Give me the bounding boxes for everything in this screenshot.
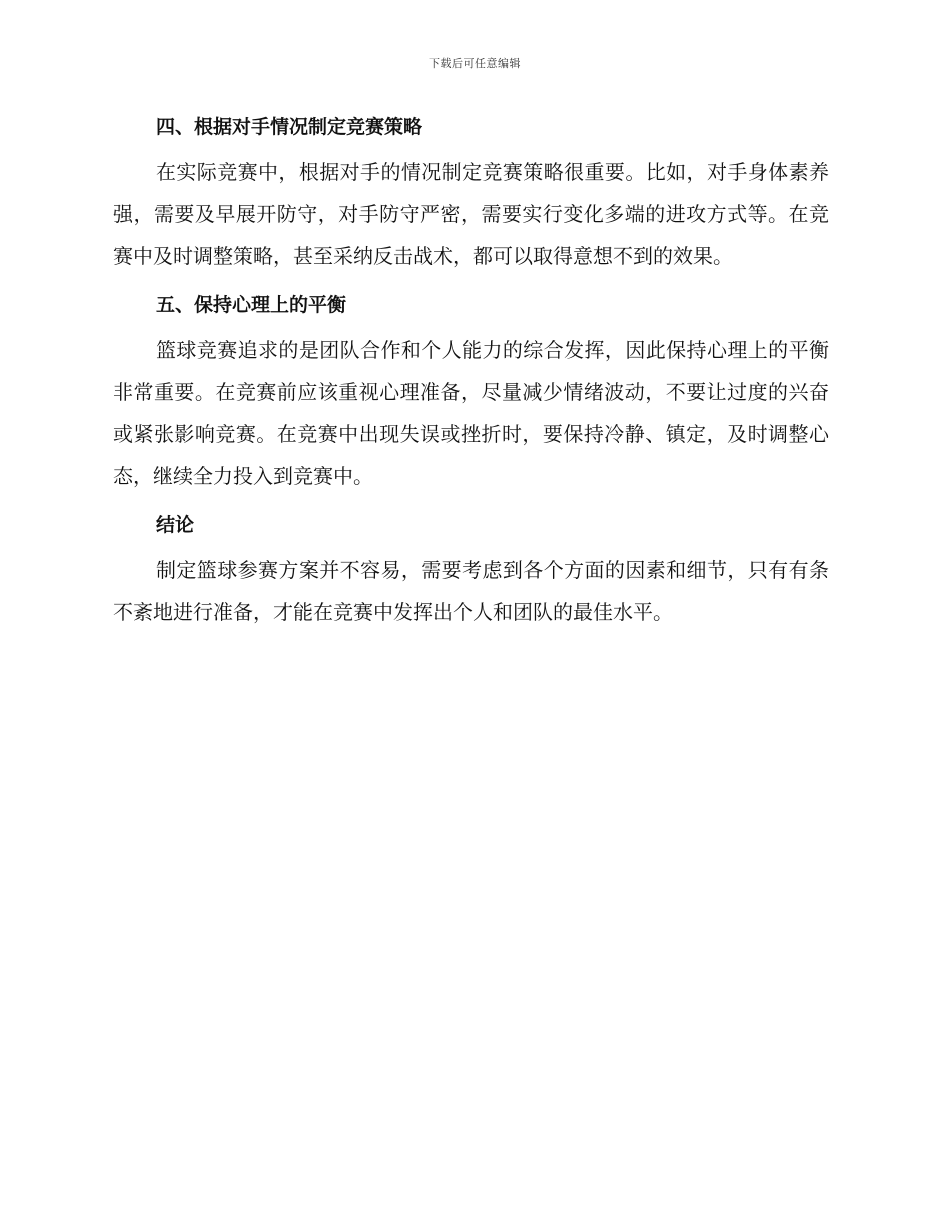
section-paragraph-opponent-strategy: 在实际竞赛中，根据对手的情况制定竞赛策略很重要。比如，对手身体素养强，需要及早展开防守，对手防守严密，需要实行变化多端的进攻方式等。在竞赛中及时调整策略，甚至采纳反击战术，都可以取得意想不到的效果。 bbox=[113, 160, 829, 268]
section-paragraph-mental-balance: 篮球竞赛追求的是团队合作和个人能力的综合发挥，因此保持心理上的平衡非常重要。在竞赛前应该重视心理准备，尽量减少情绪波动，不要让过度的兴奋或紧张影响竞赛。在竞赛中出现失误或挫折时，要保持冷静、镇定，及时调整心态，继续全力投入到竞赛中。 bbox=[113, 338, 829, 488]
page-header: 下载后可任意编辑 bbox=[429, 57, 521, 70]
section-heading-mental-balance: 五、保持心理上的平衡 bbox=[156, 294, 347, 316]
section-heading-conclusion: 结论 bbox=[156, 514, 195, 536]
section-heading-opponent-strategy: 四、根据对手情况制定竞赛策略 bbox=[156, 116, 423, 138]
section-paragraph-conclusion: 制定篮球参赛方案并不容易，需要考虑到各个方面的因素和细节，只有有条不紊地进行准备，才能在竞赛中发挥出个人和团队的最佳水平。 bbox=[113, 558, 829, 624]
document-body bbox=[113, 111, 829, 633]
